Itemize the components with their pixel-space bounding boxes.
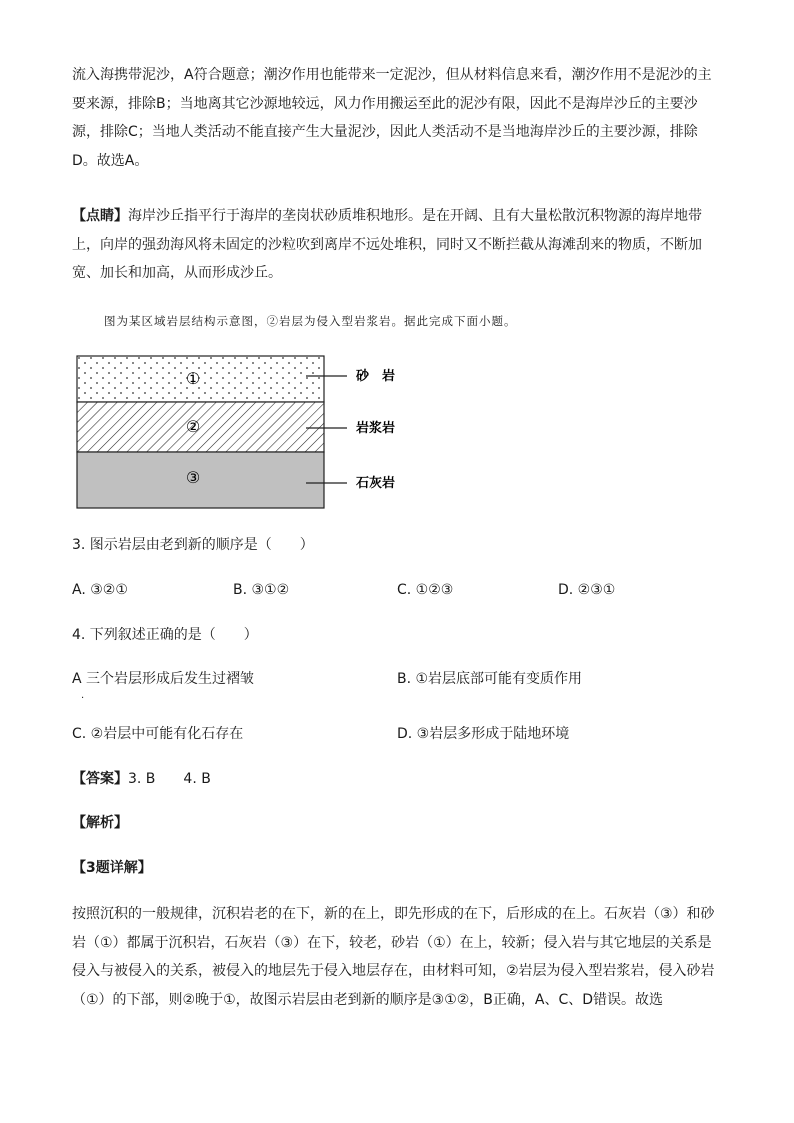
answer-line: [72, 769, 211, 789]
q4-option-c: C. ②岩层中可能有化石存在: [72, 726, 244, 742]
q3-option-b: B. ③①②: [233, 582, 290, 598]
q3-detail-text: 按照沉积的一般规律，沉积岩老的在下，新的在上，即先形成的在下，后形成的在上。石灰岩（③）和砂岩（①）都属于沉积岩，石灰岩（③）在下，较老，砂岩（①）在上，较新；侵入岩与其它地层的关系是侵入与被侵入的关系，被侵入的地层先于侵入地层存在，由材料可知，②岩层为侵入型岩浆岩，侵入砂岩（①）的下部，则②晚于①，故图示岩层由老到新的顺序是③①②，B正确，A、C、D错误。故选: [72, 906, 715, 1008]
q3-option-d: D. ②③①: [558, 582, 616, 598]
limestone-layer: [77, 452, 324, 508]
q3-option-a: A. ③②①: [72, 582, 128, 598]
tip-paragraph: [72, 202, 722, 288]
analysis-heading: 【解析】: [72, 815, 128, 831]
layer-label-sandstone: 砂 岩: [356, 369, 396, 384]
layer-mark-1: ①: [185, 369, 201, 388]
q4-option-a: A 三个岩层形成后发生过褶皱: [72, 671, 255, 687]
q4-stem: 4. 下列叙述正确的是（ ）: [72, 627, 258, 643]
layer-label-limestone: 石灰岩: [356, 476, 396, 491]
q4-option-d: D. ③岩层多形成于陆地环境: [397, 726, 570, 742]
tip-text: 海岸沙丘指平行于海岸的垄岗状砂质堆积地形。是在开阔、且有大量松散沉积物源的海岸地带上，向岸的强劲海风将未固定的沙粒吹到离岸不远处堆积，同时又不断拦截从海滩刮来的物质，不断加宽、加长和加高，从而形成沙丘。: [72, 208, 702, 281]
answer-label: 【答案】: [72, 771, 128, 787]
answer-text: 3. B 4. B: [128, 771, 211, 787]
figure-intro: 图为某区域岩层结构示意图，②岩层为侵入型岩浆岩。据此完成下面小题。: [104, 314, 517, 328]
tip-label: 【点睛】: [72, 208, 128, 224]
layer-label-magmatic: 岩浆岩: [356, 421, 396, 436]
explanation-paragraph: 流入海携带泥沙，A符合题意；潮汐作用也能带来一定泥沙，但从材料信息来看，潮汐作用不是泥沙的主要来源，排除B；当地离其它沙源地较远，风力作用搬运至此的泥沙有限，因此不是海岸沙丘的主要沙源，排除C；当地人类活动不能直接产生大量泥沙，因此人类活动不是当地海岸沙丘的主要沙源，排除D。故选A。: [72, 67, 712, 169]
q3-stem: 3. 图示岩层由老到新的顺序是（ ）: [72, 537, 314, 553]
stray-dot: .: [81, 690, 85, 701]
rock-strata-diagram: [70, 350, 430, 512]
magmatic-rock-layer: [77, 402, 324, 452]
q3-detail-heading: 【3题详解】: [72, 860, 152, 876]
q4-option-b: B. ①岩层底部可能有变质作用: [397, 671, 583, 687]
layer-mark-3: ③: [185, 468, 201, 487]
q3-option-c: C. ①②③: [397, 582, 454, 598]
sandstone-layer: [77, 356, 324, 402]
layer-mark-2: ②: [185, 417, 201, 436]
